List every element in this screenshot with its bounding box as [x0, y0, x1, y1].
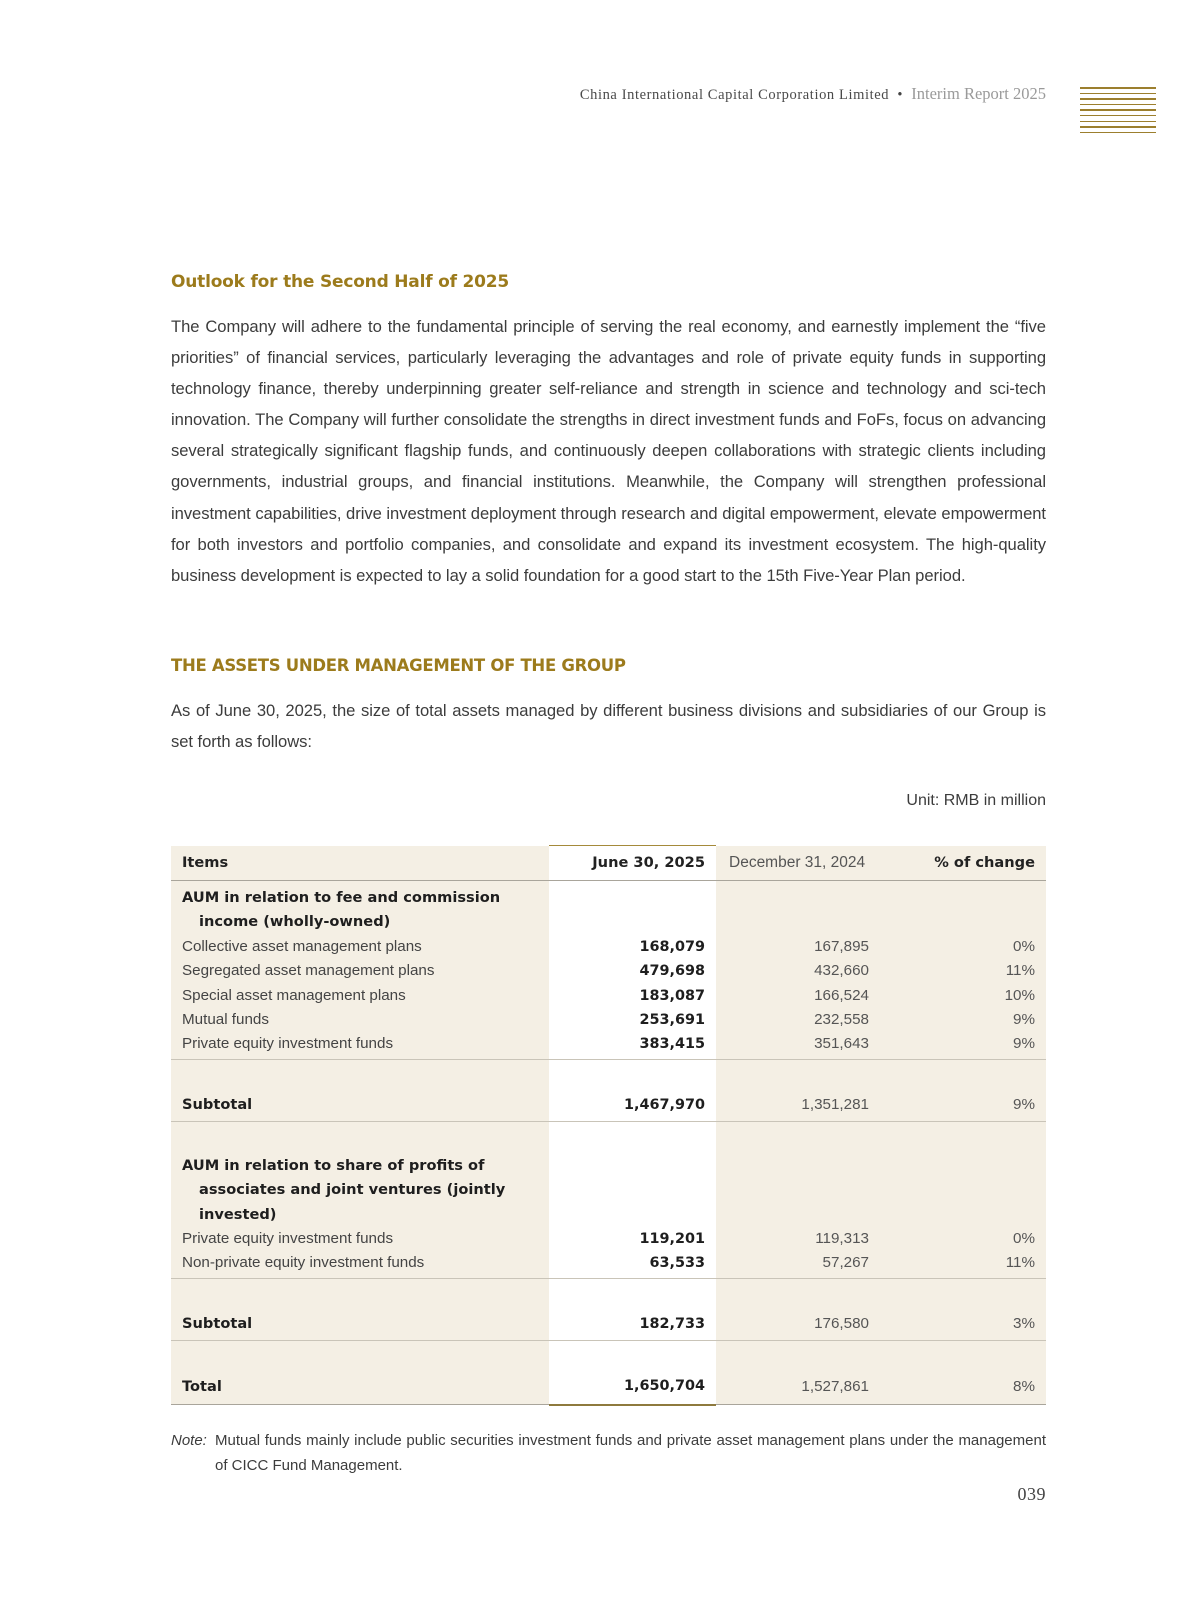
subtotal-change-value: 3%	[880, 1278, 1046, 1340]
table-row	[171, 1008, 1046, 1032]
total-june-value: 1,650,704	[549, 1340, 716, 1405]
row-item: Mutual funds	[171, 1008, 549, 1032]
row-item: Special asset management plans	[171, 984, 549, 1008]
row-item: Private equity investment funds	[171, 1032, 549, 1059]
aum-intro-paragraph: As of June 30, 2025, the size of total assets managed by different business divisions and subsidiaries of our Group is set forth as follows:	[171, 701, 1046, 752]
row-dec-value: 167,895	[716, 935, 880, 959]
table-row	[171, 959, 1046, 983]
row-change-value: 9%	[880, 1008, 1046, 1032]
subtotal-row	[171, 1278, 1046, 1340]
row-june-value: 383,415	[549, 1032, 716, 1059]
column-header-change: % of change	[880, 846, 1046, 881]
table-row	[171, 1032, 1046, 1059]
row-item: Non-private equity investment funds	[171, 1251, 549, 1278]
decoration-line	[1080, 93, 1156, 95]
table-row	[171, 1251, 1046, 1278]
row-dec-value: 351,643	[716, 1032, 880, 1059]
row-item: Private equity investment funds	[171, 1227, 549, 1251]
outlook-paragraph: The Company will adhere to the fundamental principle of serving the real economy, and earnestly implement the “five priorities” of financial services, particularly leveraging the advantages and role of private equity funds in supporting technology finance, thereby underpinning greater self-reliance and strength in science and technology and sci-tech innovation. The Company will further consolidate the strengths in direct investment funds and FoFs, focus on advancing several strategically significant flagship funds, and continuously deepen collaborations with strategic clients including governments, industrial groups, and financial institutions. Meanwhile, the Company will strengthen professional investment capabilities, drive investment deployment through research and digital empowerment, elevate empowerment for both investors and portfolio companies, and consolidate and expand its investment ecosystem. The high-quality business development is expected to lay a solid foundation for a good start to the 15th Five-Year Plan period.	[171, 317, 1046, 585]
header-decoration-lines	[1080, 87, 1156, 133]
row-june-value: 479,698	[549, 959, 716, 983]
outlook-heading: Outlook for the Second Half of 2025	[171, 272, 510, 292]
separator-bullet: •	[897, 87, 904, 103]
group-title-line: associates and joint ventures (jointly	[199, 1181, 506, 1199]
total-dec-value: 1,527,861	[716, 1340, 880, 1405]
table-row	[171, 984, 1046, 1008]
total-row	[171, 1340, 1046, 1405]
decoration-line	[1080, 126, 1156, 128]
company-name: China International Capital Corporation Limited	[579, 87, 890, 103]
table-row	[171, 1227, 1046, 1251]
decoration-line	[1080, 132, 1156, 134]
row-item: Segregated asset management plans	[171, 959, 549, 983]
group-heading-row	[171, 881, 1046, 935]
row-june-value: 168,079	[549, 935, 716, 959]
row-dec-value: 166,524	[716, 984, 880, 1008]
subtotal-label: Subtotal	[171, 1278, 549, 1340]
decoration-line	[1080, 121, 1156, 123]
group-heading-fee-commission	[171, 881, 549, 935]
total-change-value: 8%	[880, 1340, 1046, 1405]
aum-heading: THE ASSETS UNDER MANAGEMENT OF THE GROUP	[171, 656, 626, 675]
row-dec-value: 119,313	[716, 1227, 880, 1251]
report-title: Interim Report 2025	[911, 84, 1046, 103]
row-change-value: 0%	[880, 1227, 1046, 1251]
row-change-value: 9%	[880, 1032, 1046, 1059]
decoration-line	[1080, 98, 1156, 100]
group-title-line: AUM in relation to fee and commission	[182, 889, 501, 906]
subtotal-dec-value: 1,351,281	[716, 1059, 880, 1121]
subtotal-june-value: 1,467,970	[549, 1059, 716, 1121]
subtotal-label: Subtotal	[171, 1059, 549, 1121]
aum-table	[171, 845, 1046, 1406]
table-row	[171, 935, 1046, 959]
decoration-line	[1080, 104, 1156, 106]
page-number: 039	[1017, 1484, 1046, 1504]
table-header-row	[171, 846, 1046, 881]
unit-label: Unit: RMB in million	[906, 792, 1046, 809]
subtotal-row	[171, 1059, 1046, 1121]
note-label: Note:	[171, 1432, 207, 1449]
running-header	[580, 84, 1046, 104]
row-item: Collective asset management plans	[171, 935, 549, 959]
group-heading-associates-jv	[171, 1121, 549, 1227]
row-june-value: 183,087	[549, 984, 716, 1008]
group-heading-row	[171, 1121, 1046, 1227]
note-text: Mutual funds mainly include public securities investment funds and private asset management plans under the management of CICC Fund Management.	[215, 1432, 1046, 1474]
row-change-value: 10%	[880, 984, 1046, 1008]
decoration-line	[1080, 115, 1156, 117]
group-title-line: invested)	[199, 1205, 277, 1223]
row-dec-value: 57,267	[716, 1251, 880, 1278]
subtotal-dec-value: 176,580	[716, 1278, 880, 1340]
group-title-line: AUM in relation to share of profits of	[182, 1156, 485, 1174]
row-dec-value: 232,558	[716, 1008, 880, 1032]
group-title-line: income (wholly-owned)	[199, 913, 391, 931]
row-change-value: 11%	[880, 959, 1046, 983]
total-label: Total	[171, 1340, 549, 1405]
row-change-value: 11%	[880, 1251, 1046, 1278]
row-june-value: 63,533	[549, 1251, 716, 1278]
column-header-june-2025: June 30, 2025	[549, 846, 716, 881]
column-header-dec-2024: December 31, 2024	[716, 846, 880, 881]
row-change-value: 0%	[880, 935, 1046, 959]
decoration-line	[1080, 109, 1156, 111]
subtotal-june-value: 182,733	[549, 1278, 716, 1340]
row-june-value: 253,691	[549, 1008, 716, 1032]
subtotal-change-value: 9%	[880, 1059, 1046, 1121]
column-header-items: Items	[171, 846, 549, 881]
row-dec-value: 432,660	[716, 959, 880, 983]
row-june-value: 119,201	[549, 1227, 716, 1251]
table-note	[171, 1428, 1046, 1478]
decoration-line	[1080, 87, 1156, 89]
